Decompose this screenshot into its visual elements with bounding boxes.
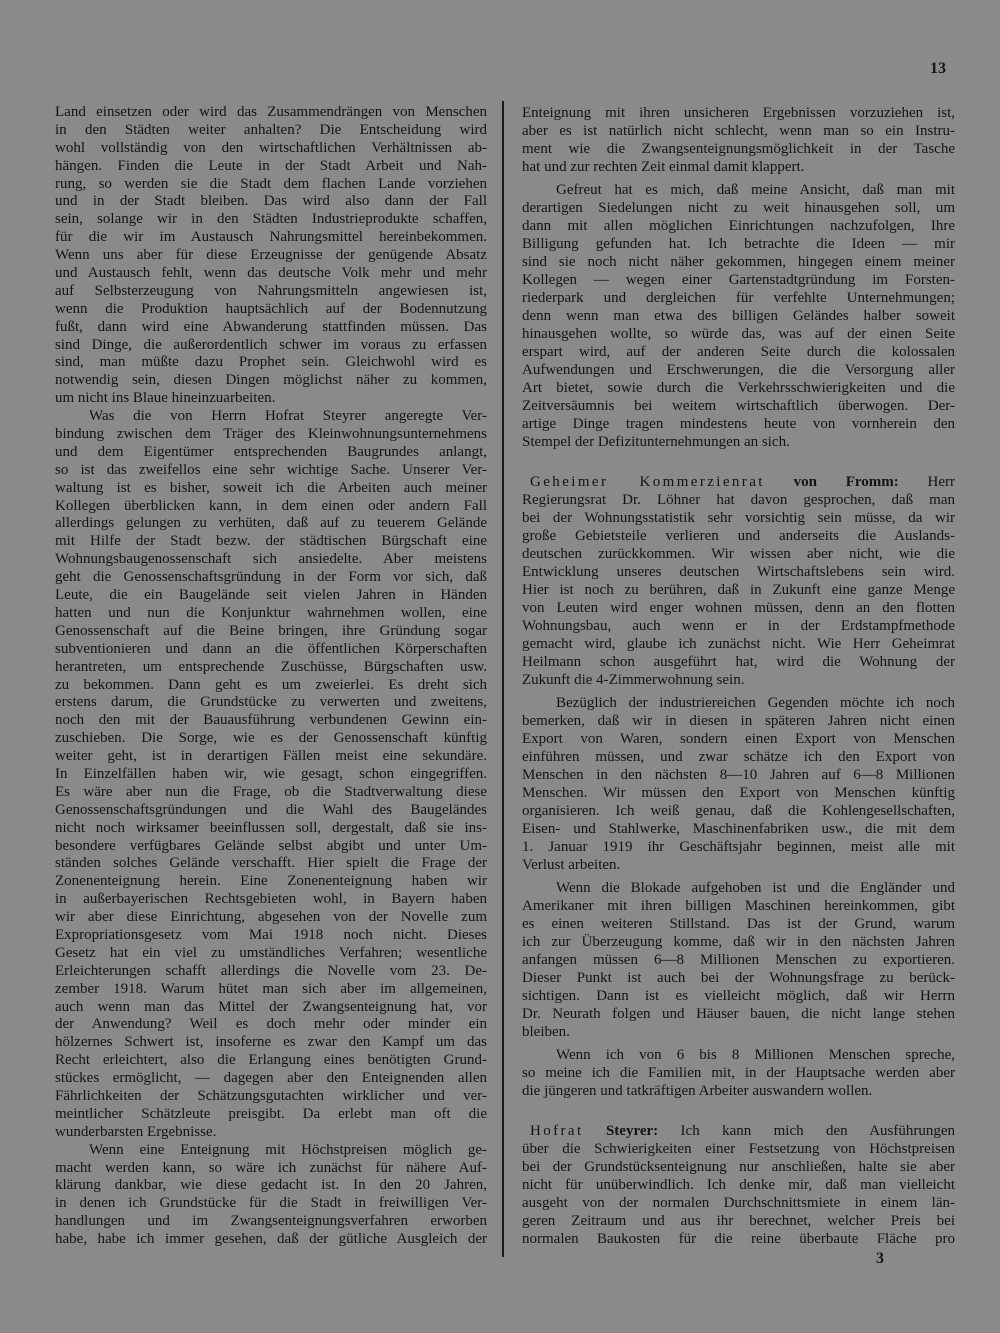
text-line: 1. Januar 1919 ihr Geschäftsjahr beginnen, meist alle mit: [522, 839, 955, 855]
text-line: Entwicklung unseres deutschen Wirtschaftslebens sein wird.: [522, 564, 955, 580]
text-line: erstens darum, die Grundstücke zu verwerten und zweitens,: [55, 694, 487, 711]
speaker-name: Steyrer:: [605, 1123, 659, 1139]
text-line: wir aber diese Einrichtung, abgesehen von der Novelle zum: [55, 909, 487, 926]
text-line: Eisen- und Stahlwerke, Maschinenfabriken usw., die mit dem: [522, 821, 955, 837]
text-line: in denen ich Grundstücke für die Stadt in freiwilligen Ver-: [55, 1195, 487, 1212]
text-line: wenn die Produktion hauptsächlich auf der Bodennutzung: [55, 300, 487, 317]
text-line: von Leuten wird enger wohnen müssen, denn an den flotten: [522, 600, 955, 616]
text-line: Recht erleichtert, also die Erlangung eines benötigten Grund-: [55, 1052, 487, 1069]
text-line: Expropriationsgesetz vom Mai 1918 noch nicht. Dieses: [55, 926, 487, 943]
text-line: Hier ist noch zu berühren, daß in Zukunft eine ganze Menge: [522, 582, 955, 598]
paragraph: [522, 1122, 955, 1248]
left-column: [55, 104, 487, 1249]
text-line: hatten und nun die Konjunktur wahrnehmen wollen, eine: [55, 604, 487, 621]
text-line: Wenn eine Enteignung mit Höchstpreisen möglich ge-: [89, 1141, 487, 1158]
text-line: Wohnungsbaugenossenschaft sich ansiedelte. Aber meistens: [55, 551, 487, 568]
text-line: geren Zeitraum und aus ihr berechnet, welcher Preis bei: [522, 1213, 955, 1229]
signature-mark: 3: [876, 1250, 884, 1267]
text-line: nicht für unüberwindlich. Ich denke mir, daß man vielleicht: [522, 1177, 955, 1193]
text-line: und Austausch fehlt, wenn das deutsche Volk mehr und mehr: [55, 265, 487, 282]
text-line: Menschen in den nächsten 8—10 Jahren auf 6—8 Millionen: [522, 767, 955, 783]
text-line: um nicht ins Blaue hineinzuarbeiten.: [55, 390, 276, 407]
text-line: bemerken, daß wir in diesen in späteren Jahren nicht einen: [522, 713, 955, 729]
text-line: riederpark und dergleichen für verfehlte Unternehmungen;: [522, 290, 955, 306]
text-line: nicht noch wirksamer beeinflussen soll, dergestalt, daß sie ins-: [55, 819, 487, 836]
paragraph: [522, 1046, 955, 1100]
text-line: weiter geht, ist in derartigen Fällen meist eine sekundäre.: [55, 748, 487, 765]
speaker-title: Geheimer Kommerzienrat: [530, 474, 765, 490]
text-line: fußt, dann wird eine Abwanderung stattfinden müssen. Das: [55, 318, 487, 335]
text-line: mit Hilfe der Stadt bezw. der städtischen Bürgschaft eine: [55, 533, 487, 550]
text-section: [522, 104, 955, 451]
text-line: noch den mit der Bauausführung verbundenen Gewinn ein-: [55, 712, 487, 729]
paragraph: [522, 104, 955, 176]
paragraph: [522, 181, 955, 451]
text-line: zu bekommen. Dann geht es um zweierlei. Es dreht sich: [55, 676, 487, 693]
text-line: sichtigen. Dann ist es vielleicht möglich, daß wir Herrn: [522, 988, 955, 1004]
text-line: artige Dinge tragen mindestens heute von vornherein den: [522, 416, 955, 432]
text-line: so meine ich die Familien mit, in der Hauptsache werden aber: [522, 1065, 955, 1081]
text-line: organisieren. Ich weiß genau, daß die Kohlengesellschaften,: [522, 803, 955, 819]
paragraph: [55, 408, 487, 1142]
text-line: Erleichterungen schafft allerdings die Novelle vom 23. De-: [55, 962, 487, 979]
text-line: herantreten, um entsprechende Zuschüsse, Bürgschaften usw.: [55, 658, 487, 675]
text-line: sind sie noch nicht näher gekommen, hingegen einem meiner: [522, 254, 955, 270]
paragraph: [522, 694, 955, 874]
speaker-title: Hofrat: [530, 1123, 584, 1139]
text-line: bindung zwischen dem Träger des Kleinwohnungsunternehmens: [55, 426, 487, 443]
text-line: hinausgehen wollte, so würde das, was auf der einen Seite: [522, 326, 955, 342]
text-line: besondere verfügbares Gelände selbst abgibt und unter Um-: [55, 837, 487, 854]
speaker-name: von Fromm:: [793, 474, 899, 490]
text-line: hölzernes Schwert ist, insoferne es zwar den Kampf um das: [55, 1034, 487, 1051]
line-text: Herr: [927, 474, 955, 490]
text-line: über die Schwierigkeiten einer Festsetzung von Höchstpreisen: [522, 1141, 955, 1157]
text-line: Heilmann schon ausgeführt hat, wird die Wohnung der: [522, 654, 955, 670]
text-line: so ist das zweifellos eine sehr wichtige Sache. Unserer Ver-: [55, 461, 487, 478]
text-line: Aufwendungen und Erschwerungen, die die Versorgung aller: [522, 362, 955, 378]
paragraph: [55, 104, 487, 408]
text-line: Wohnungsbau, auch wenn er in der Erdstampfmethode: [522, 618, 955, 634]
text-line: die jüngeren und tatkräftigen Arbeiter auswandern wollen.: [522, 1083, 873, 1099]
text-line: hängen. Finden die Leute in der Stadt Arbeit und Nah-: [55, 157, 487, 174]
text-line: auf Selbsterzeugung von Nahrungsmitteln angewiesen ist,: [55, 282, 487, 299]
text-line: Enteignung mit ihren unsicheren Ergebnissen vorzuziehen ist,: [522, 105, 955, 121]
text-line: deutschen zurückkommen. Wir wissen aber nicht, wie die: [522, 546, 955, 562]
text-line: Billigung gefunden hat. Ich betrachte die Ideen — mir: [522, 236, 955, 252]
text-line: Was die von Herrn Hofrat Steyrer angeregte Ver-: [89, 408, 487, 425]
text-line: sein, solange wir in den Städten Industrieprodukte schaffen,: [55, 211, 487, 228]
text-line: sind, man müßte dazu Prophet sein. Gleichwohl wird es: [55, 354, 487, 371]
text-line: einführen müssen, und zwar schätze ich den Export von: [522, 749, 955, 765]
text-line: Bezüglich der industriereichen Gegenden möchte ich noch: [556, 695, 955, 711]
page-number: 13: [930, 60, 946, 77]
text-line: Kollegen — wegen einer Gartenstadtgründung im Forsten-: [522, 272, 955, 288]
text-line: In Einzelfällen haben wir, wie gesagt, schon eingegriffen.: [55, 765, 487, 782]
text-line: gemacht wird, glaube ich zunächst nicht. Wie Herr Geheimrat: [522, 636, 955, 652]
text-line: Land einsetzen oder wird das Zusammendrängen von Menschen: [55, 104, 487, 120]
text-line: Amerikaner mit ihren billigen Maschinen hereinkommen, gibt: [522, 898, 955, 914]
text-line: Gefreut hat es mich, daß meine Ansicht, daß man mit: [556, 182, 955, 198]
text-line: Zonenenteignung herein. Eine Zonenenteignung haben wir: [55, 873, 487, 890]
text-line: bleiben.: [522, 1024, 570, 1040]
text-line: ich zur Überzeugung komme, daß wir in den nächsten Jahren: [522, 934, 955, 950]
text-line: geht die Genossenschaftsgründung in der Form vor sich, daß: [55, 569, 487, 586]
text-line: aber es ist natürlich nicht schlecht, wenn man so ein Instru-: [522, 123, 955, 139]
text-line: Export von Waren, sondern einen Export von Menschen: [522, 731, 955, 747]
text-line: rung, so werden sie die Stadt dem flachen Lande vorziehen: [55, 175, 487, 192]
text-line: Art bietet, sowie durch die Verkehrsschwierigkeiten und die: [522, 380, 955, 396]
text-line: Dr. Neurath folgen und Häuser bauen, die nicht lange stehen: [522, 1006, 955, 1022]
text-line: Genossenschaftsgründungen und die Wahl des Baugeländes: [55, 801, 487, 818]
text-line: Zeitversäumnis bei weitem wirtschaftlich überwogen. Der-: [522, 398, 955, 414]
text-line: Es wäre aber nun die Frage, ob die Stadtverwaltung diese: [55, 783, 487, 800]
text-line: erspart wird, auf der anderen Seite durch die kolossalen: [522, 344, 955, 360]
text-line: wohl vollständig von den wirtschaftlichen Verhältnissen ab-: [55, 139, 487, 156]
text-line: zember 1918. Warum hütet man sich aber im allgemeinen,: [55, 980, 487, 997]
text-line: bei der Grundstücksenteignung nur anschließen, halte sie aber: [522, 1159, 955, 1175]
text-line: subventionieren und dann an die öffentlichen Körperschaften: [55, 640, 487, 657]
text-line: dann mit allen möglichen Einrichtungen nachzufolgen, Ihre: [522, 218, 955, 234]
paragraph: [522, 473, 955, 689]
line-text: Ich kann mich den Ausführungen: [680, 1123, 955, 1139]
column-rule: [502, 101, 504, 1257]
text-line: große Gebietsteile verlieren und anderseits die Auslands-: [522, 528, 955, 544]
text-line: [522, 473, 955, 491]
text-line: handlungen und im Zwangsenteignungsverfahren erworben: [55, 1213, 487, 1230]
text-line: stückes ermöglicht, — dagegen aber den Enteignenden allen: [55, 1070, 487, 1087]
text-line: Stempel der Defizitunternehmungen an sich.: [522, 434, 790, 450]
text-line: habe, habe ich immer gesehen, daß der gütliche Ausgleich der: [55, 1231, 487, 1248]
text-line: Verlust arbeiten.: [522, 857, 621, 873]
text-line: ständen solches Gelände verschafft. Hier spielt die Frage der: [55, 855, 487, 872]
text-line: Wenn ich von 6 bis 8 Millionen Menschen spreche,: [556, 1047, 955, 1063]
text-line: auch wenn man das Mittel der Zwangsenteignung hat, vor: [55, 998, 487, 1015]
text-line: wunderbarsten Ergebnisse.: [55, 1123, 217, 1140]
text-line: zuschieben. Die Sorge, wie es der Genossenschaft künftig: [55, 730, 487, 747]
text-section: [55, 104, 487, 1249]
text-line: und in der Stadt bleiben. Das wird also dann der Fall: [55, 193, 487, 210]
text-line: normalen Baukosten für die reine überbaute Fläche pro: [522, 1231, 955, 1247]
text-line: Genossenschaft auf die Beine bringen, ihre Gründung sogar: [55, 622, 487, 639]
text-line: allerdings gelungen zu verhüten, daß auf zu teuerem Gelände: [55, 515, 487, 532]
text-line: klärung dankbar, wie diese gedacht ist. In den 20 Jahren,: [55, 1177, 487, 1194]
text-line: Wenn uns aber für diese Erzeugnisse der genügende Absatz: [55, 247, 487, 264]
text-line: derartigen Siedelungen nicht zu weit hinausgehen soll, um: [522, 200, 955, 216]
text-line: Menschen. Wir müssen den Export von Menschen künftig: [522, 785, 955, 801]
text-line: ausgeht von der normalen Durchschnittsmiete in einem län-: [522, 1195, 955, 1211]
text-line: Wenn die Blokade aufgehoben ist und die Engländer und: [556, 880, 955, 896]
text-line: Regierungsrat Dr. Löhner hat davon gesprochen, daß man: [522, 492, 955, 508]
text-line: macht werden kann, so wäre ich zunächst für nähere Auf-: [55, 1159, 487, 1176]
text-line: Kollegen überblicken kann, in dem einen oder andern Fall: [55, 497, 487, 514]
text-line: der Anwendung? Weil es doch mehr oder minder ein: [55, 1016, 487, 1033]
text-line: ment wie die Zwangsenteignungsmöglichkeit in der Tasche: [522, 141, 955, 157]
text-line: Zukunft die 4-Zimmerwohnung sein.: [522, 672, 745, 688]
text-line: für die wir im Austausch Nahrungsmittel hereinbekommen.: [55, 229, 487, 246]
text-line: waltung ist es bisher, soweit ich die Arbeiten auch meiner: [55, 479, 487, 496]
text-line: in den Städten weiter anhalten? Die Entscheidung wird: [55, 121, 487, 138]
text-line: und dem Eigentümer entsprechenden Baugrundes anlangt,: [55, 443, 487, 460]
text-line: denn wenn man etwa des billigen Geländes halber soweit: [522, 308, 955, 324]
text-line: notwendig sein, diesen Dingen möglichst näher zu kommen,: [55, 372, 487, 389]
right-column: [522, 104, 955, 1248]
text-line: in außerbayerischen Rechtsgebieten wohl, in Bayern haben: [55, 891, 487, 908]
text-line: Dieser Punkt ist auch bei der Wohnungsfrage zu berück-: [522, 970, 955, 986]
text-line: meintlicher Schätzleute preisgibt. Da erlebt man oft die: [55, 1105, 487, 1122]
text-line: hat und zur rechten Zeit einmal damit klappert.: [522, 159, 805, 175]
speech-section: [522, 473, 955, 1100]
text-line: [522, 1122, 955, 1140]
paragraph: [522, 879, 955, 1041]
text-line: anfangen müssen 6—8 Millionen Menschen zu exportieren.: [522, 952, 955, 968]
text-line: Leute, die ein Baugelände seit vielen Jahren in Händen: [55, 587, 487, 604]
text-line: es einen weiteren Stillstand. Das ist der Grund, warum: [522, 916, 955, 932]
paragraph: [55, 1142, 487, 1249]
text-line: Gesetz hat ein viel zu umständliches Verfahren; wesentliche: [55, 944, 487, 961]
text-line: bei der Wohnungsstatistik sehr vorsichtig sein müsse, da wir: [522, 510, 955, 526]
speech-section: [522, 1122, 955, 1248]
text-line: sind Dinge, die außerordentlich schwer im voraus zu erfassen: [55, 336, 487, 353]
text-line: Fährlichkeiten der Schätzungsgutachten wirklicher und ver-: [55, 1087, 487, 1104]
